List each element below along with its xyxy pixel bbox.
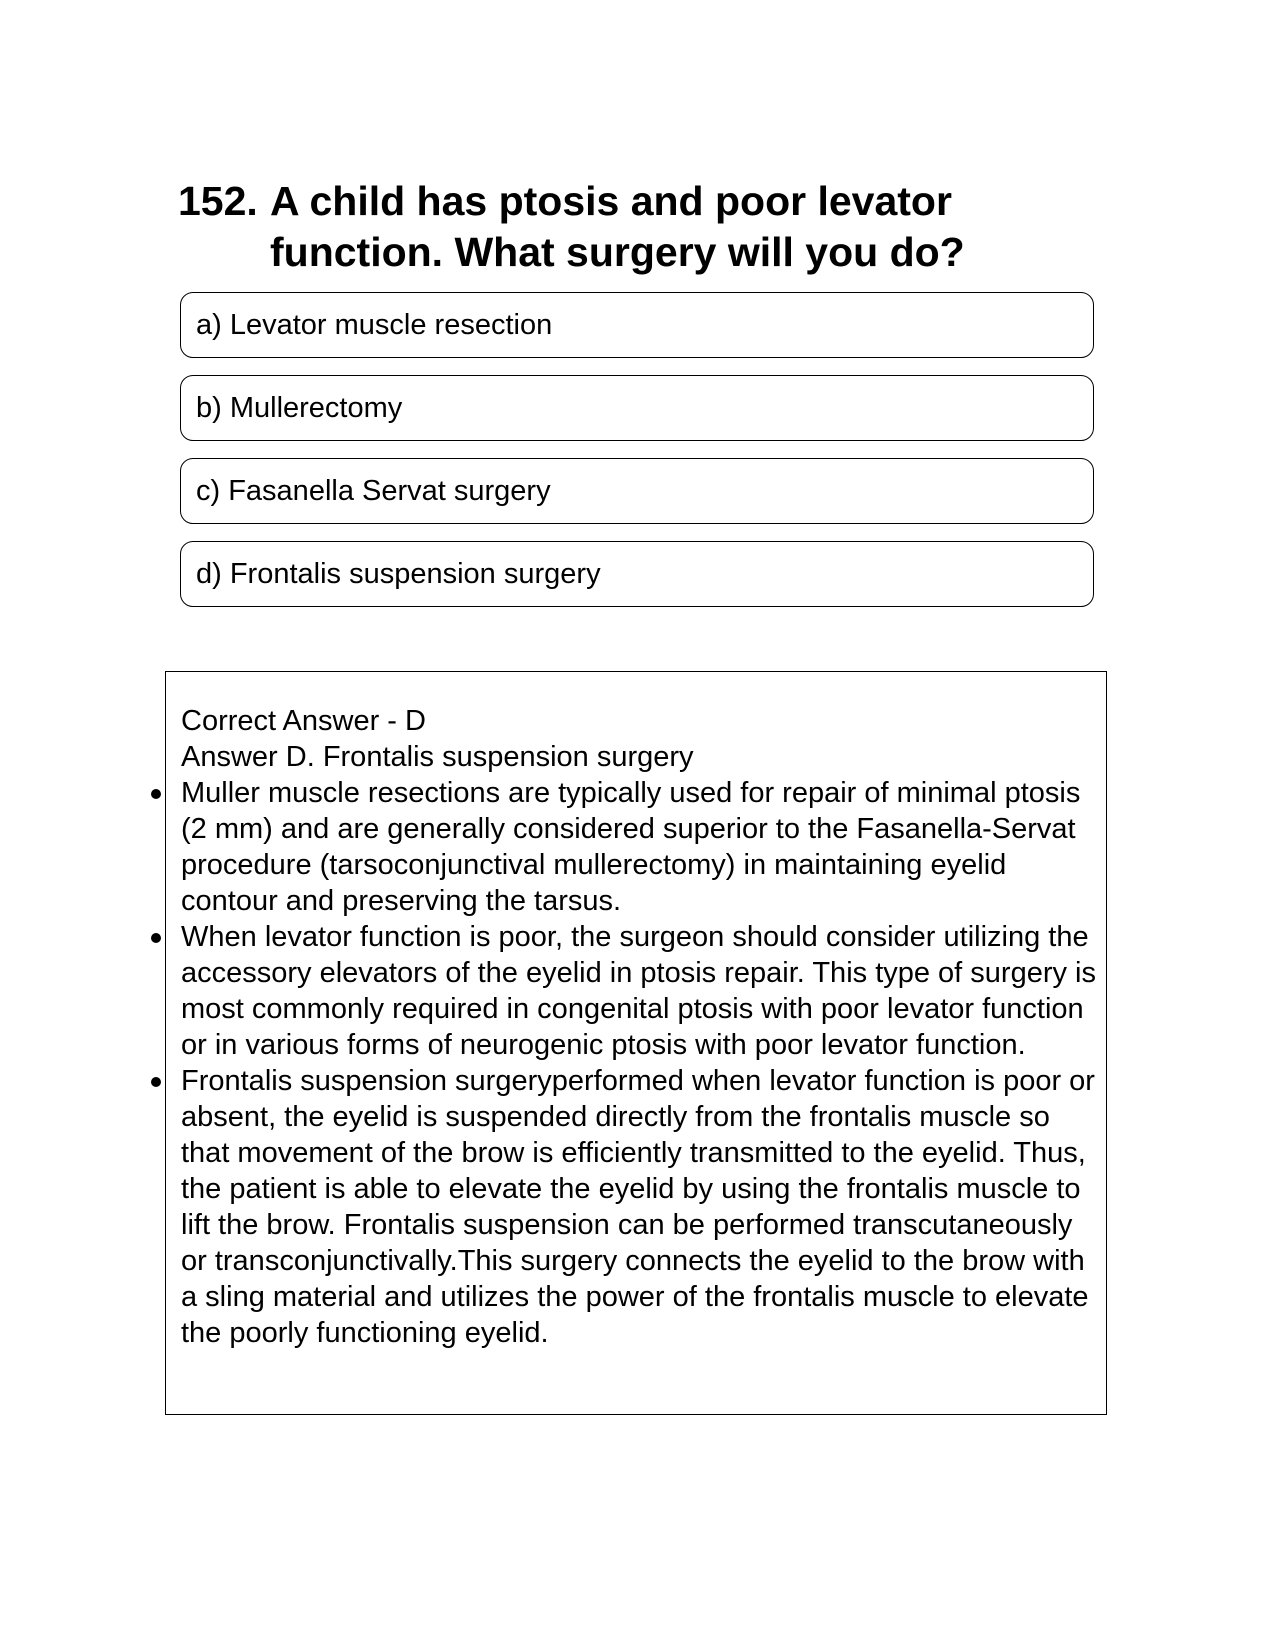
list-item (181, 919, 1096, 1063)
question-text: A child has ptosis and poor levator function. What surgery will you do? (270, 178, 965, 275)
option-c[interactable]: c) Fasanella Servat surgery (180, 458, 1094, 524)
explanation-list (181, 775, 1096, 1351)
question-number: 152. (178, 178, 258, 224)
list-item (181, 775, 1096, 919)
list-item-text: Muller muscle resections are typically used for repair of minimal ptosis (2 mm) and are generally considered superior to the Fasanella-Servat procedure (tarsoconjunctival mullerectomy) in maintaining eyelid contour and preserving the tarsus. (181, 777, 1081, 917)
list-item (181, 1063, 1096, 1351)
answer-heading: Answer D. Frontalis suspension surgery (181, 741, 694, 773)
option-a[interactable]: a) Levator muscle resection (180, 292, 1094, 358)
bullet-icon (151, 1077, 161, 1087)
list-item-text: Frontalis suspension surgeryperformed when levator function is poor or absent, the eyelid is suspended directly from the frontalis muscle so that movement of the brow is efficiently transmitted to the eyelid. Thus, the patient is able to elevate the eyelid by using the frontalis muscle to lift the brow. Frontalis suspension can be performed transcutaneously or transconjunctivally.This surgery connects the eyelid to the brow with a sling material and utilizes the power of the frontalis muscle to elevate the poorly functioning eyelid. (181, 1065, 1095, 1349)
list-item-text: When levator function is poor, the surgeon should consider utilizing the accessory elevators of the eyelid in ptosis repair. This type of surgery is most commonly required in congenital ptosis with poor levator function or in various forms of neurogenic ptosis with poor levator function. (181, 921, 1097, 1061)
option-d[interactable]: d) Frontalis suspension surgery (180, 541, 1094, 607)
bullet-icon (151, 789, 161, 799)
answer-explanation (181, 703, 1096, 1351)
bullet-icon (151, 933, 161, 943)
option-b[interactable]: b) Mullerectomy (180, 375, 1094, 441)
question-heading (178, 176, 1078, 278)
correct-answer-line: Correct Answer - D (181, 705, 426, 737)
